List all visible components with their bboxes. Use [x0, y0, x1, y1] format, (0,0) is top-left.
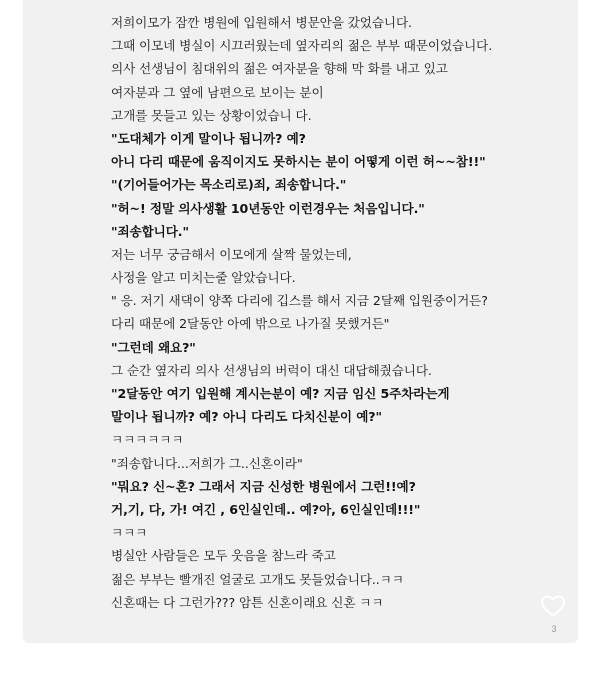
post-line: 그 순간 옆자리 의사 선생님의 버럭이 대신 대답해줬습니다. — [111, 362, 432, 378]
post-line: 아니 다리 때문에 움직이지도 못하시는 분이 어떻게 이런 허~~참!!" — [111, 154, 486, 170]
post-line: ㅋㅋㅋㅋㅋㅋ — [111, 432, 184, 448]
post-line: "죄송합니다." — [111, 223, 189, 239]
post-card — [23, 0, 578, 643]
post-line: 말이나 됩니까? 예? 아니 다리도 다치신분이 예?" — [111, 409, 382, 425]
post-line: "그런데 왜요?" — [111, 339, 196, 355]
post-line: 신혼때는 다 그런가??? 암튼 신혼이래요 신혼 ㅋㅋ — [111, 594, 384, 610]
post-line: "허~! 정말 의사생활 10년동안 이런경우는 처음입니다." — [111, 200, 425, 216]
post-line: 저희이모가 잠깐 병원에 입원해서 병문안을 갔었습니다. — [111, 15, 412, 30]
post-line: "죄송합니다...저희가 그..신혼이라" — [111, 455, 303, 471]
post-line: 사정을 알고 미치는줄 알았습니다. — [111, 270, 296, 286]
heart-outline-icon — [540, 594, 566, 618]
post-line: "도대체가 이게 말이나 됩니까? 예? — [111, 130, 306, 146]
post-line: 젊은 부부는 빨개진 얼굴로 고개도 못들었습니다..ㅋㅋ — [111, 571, 404, 587]
post-line: 그때 이모네 병실이 시끄러웠는데 옆자리의 젊은 부부 때문이었습니다. — [111, 38, 493, 54]
post-line: 여자분과 그 옆에 남편으로 보이는 분이 — [111, 84, 324, 100]
post-line: 병실안 사람들은 모두 웃음을 참느라 죽고 — [111, 548, 336, 564]
post-line: " 응. 저기 새댁이 양쪽 다리에 깁스를 해서 지금 2달째 입원중이거든? — [111, 293, 488, 309]
post-line: "(기어들어가는 목소리로)죄, 죄송합니다." — [111, 177, 347, 193]
post-line: 고개를 못들고 있는 상황이었습니 다. — [111, 107, 312, 123]
post-line: 저는 너무 궁금해서 이모에게 살짝 물었는데, — [111, 246, 352, 262]
post-line: 의사 선생님이 침대위의 젊은 여자분을 향해 막 화를 내고 있고 — [111, 61, 448, 77]
post-line: "뭐요? 신~혼? 그래서 지금 신성한 병원에서 그런!!예? — [111, 478, 416, 494]
post-line: "2달동안 여기 입원해 계시는분이 예? 지금 임신 5주차라는게 — [111, 386, 450, 401]
post-line: ㅋㅋㅋ — [111, 525, 148, 541]
post-text — [111, 11, 581, 614]
like-button[interactable] — [540, 594, 566, 618]
post-line: 거,기, 다, 가! 여긴 , 6인실인데.. 예?아, 6인실인데!!!" — [111, 501, 421, 517]
post-line: 다리 때문에 2달동안 아예 밖으로 나가질 못했거든" — [111, 316, 390, 332]
like-count: 3 — [551, 624, 557, 634]
